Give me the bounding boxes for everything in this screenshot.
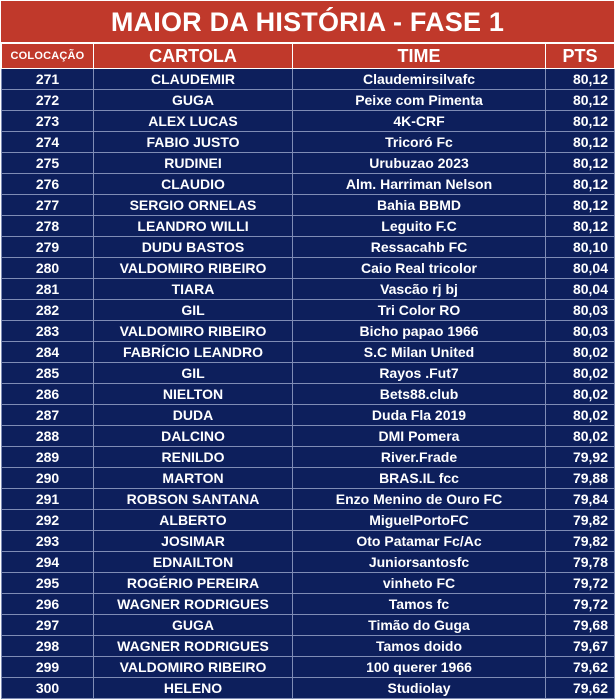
team-cell: Tricoró Fc — [293, 132, 546, 153]
rank-cell: 276 — [2, 174, 94, 195]
points-cell: 80,02 — [546, 384, 615, 405]
rank-cell: 296 — [2, 594, 94, 615]
team-cell: Bicho papao 1966 — [293, 321, 546, 342]
team-cell: Tamos doido — [293, 636, 546, 657]
rank-cell: 279 — [2, 237, 94, 258]
points-cell: 80,12 — [546, 69, 615, 90]
table-row — [2, 153, 615, 174]
rank-cell: 295 — [2, 573, 94, 594]
team-cell: Claudemirsilvafc — [293, 69, 546, 90]
table-row — [2, 468, 615, 489]
points-cell: 79,84 — [546, 489, 615, 510]
cartola-cell: EDNAILTON — [94, 552, 293, 573]
points-cell: 80,12 — [546, 132, 615, 153]
sheet-title: MAIOR DA HISTÓRIA - FASE 1 — [1, 1, 614, 43]
team-cell: Caio Real tricolor — [293, 258, 546, 279]
cartola-cell: TIARA — [94, 279, 293, 300]
cartola-cell: SERGIO ORNELAS — [94, 195, 293, 216]
table-row — [2, 489, 615, 510]
table-row — [2, 111, 615, 132]
rank-cell: 297 — [2, 615, 94, 636]
points-cell: 80,04 — [546, 279, 615, 300]
team-cell: vinheto FC — [293, 573, 546, 594]
table-row — [2, 132, 615, 153]
team-cell: MiguelPortoFC — [293, 510, 546, 531]
team-cell: 4K-CRF — [293, 111, 546, 132]
team-cell: Urubuzao 2023 — [293, 153, 546, 174]
cartola-cell: FABIO JUSTO — [94, 132, 293, 153]
table-row — [2, 594, 615, 615]
rank-cell: 291 — [2, 489, 94, 510]
table-row — [2, 657, 615, 678]
cartola-cell: VALDOMIRO RIBEIRO — [94, 258, 293, 279]
header-cartola: CARTOLA — [94, 44, 293, 69]
team-cell: 100 querer 1966 — [293, 657, 546, 678]
table-row — [2, 237, 615, 258]
cartola-cell: FABRÍCIO LEANDRO — [94, 342, 293, 363]
table-row — [2, 216, 615, 237]
cartola-cell: DALCINO — [94, 426, 293, 447]
team-cell: Juniorsantosfc — [293, 552, 546, 573]
rank-cell: 293 — [2, 531, 94, 552]
cartola-cell: ROBSON SANTANA — [94, 489, 293, 510]
rank-cell: 282 — [2, 300, 94, 321]
points-cell: 79,68 — [546, 615, 615, 636]
points-cell: 79,78 — [546, 552, 615, 573]
points-cell: 80,12 — [546, 216, 615, 237]
table-row — [2, 258, 615, 279]
team-cell: Vascão rj bj — [293, 279, 546, 300]
table-row — [2, 636, 615, 657]
cartola-cell: ROGÉRIO PEREIRA — [94, 573, 293, 594]
team-cell: Oto Patamar Fc/Ac — [293, 531, 546, 552]
rank-cell: 272 — [2, 90, 94, 111]
table-header — [2, 44, 615, 69]
cartola-cell: NIELTON — [94, 384, 293, 405]
table-row — [2, 342, 615, 363]
rank-cell: 277 — [2, 195, 94, 216]
table-row — [2, 678, 615, 699]
points-cell: 80,12 — [546, 174, 615, 195]
points-cell: 80,02 — [546, 342, 615, 363]
cartola-cell: ALEX LUCAS — [94, 111, 293, 132]
rank-cell: 274 — [2, 132, 94, 153]
team-cell: Peixe com Pimenta — [293, 90, 546, 111]
points-cell: 79,67 — [546, 636, 615, 657]
cartola-cell: HELENO — [94, 678, 293, 699]
points-cell: 80,02 — [546, 405, 615, 426]
team-cell: Ressacahb FC — [293, 237, 546, 258]
points-cell: 80,02 — [546, 363, 615, 384]
team-cell: Bets88.club — [293, 384, 546, 405]
table-body — [2, 69, 615, 699]
points-cell: 80,04 — [546, 258, 615, 279]
team-cell: S.C Milan United — [293, 342, 546, 363]
points-cell: 79,72 — [546, 594, 615, 615]
cartola-cell: DUDA — [94, 405, 293, 426]
ranking-sheet — [1, 1, 614, 696]
header-time: TIME — [293, 44, 546, 69]
team-cell: Tamos fc — [293, 594, 546, 615]
cartola-cell: LEANDRO WILLI — [94, 216, 293, 237]
table-row — [2, 384, 615, 405]
rank-cell: 298 — [2, 636, 94, 657]
rank-cell: 275 — [2, 153, 94, 174]
cartola-cell: RUDINEI — [94, 153, 293, 174]
points-cell: 79,88 — [546, 468, 615, 489]
cartola-cell: MARTON — [94, 468, 293, 489]
table-row — [2, 279, 615, 300]
rank-cell: 300 — [2, 678, 94, 699]
table-row — [2, 405, 615, 426]
cartola-cell: JOSIMAR — [94, 531, 293, 552]
rank-cell: 284 — [2, 342, 94, 363]
points-cell: 79,62 — [546, 657, 615, 678]
points-cell: 79,92 — [546, 447, 615, 468]
cartola-cell: ALBERTO — [94, 510, 293, 531]
ranking-table — [1, 43, 615, 699]
table-row — [2, 573, 615, 594]
rank-cell: 281 — [2, 279, 94, 300]
rank-cell: 283 — [2, 321, 94, 342]
team-cell: River.Frade — [293, 447, 546, 468]
cartola-cell: RENILDO — [94, 447, 293, 468]
rank-cell: 294 — [2, 552, 94, 573]
table-row — [2, 321, 615, 342]
team-cell: Enzo Menino de Ouro FC — [293, 489, 546, 510]
cartola-cell: CLAUDEMIR — [94, 69, 293, 90]
table-row — [2, 615, 615, 636]
rank-cell: 288 — [2, 426, 94, 447]
cartola-cell: WAGNER RODRIGUES — [94, 594, 293, 615]
rank-cell: 290 — [2, 468, 94, 489]
table-row — [2, 69, 615, 90]
team-cell: Tri Color RO — [293, 300, 546, 321]
points-cell: 79,72 — [546, 573, 615, 594]
table-row — [2, 510, 615, 531]
points-cell: 80,12 — [546, 195, 615, 216]
table-row — [2, 447, 615, 468]
table-row — [2, 552, 615, 573]
rank-cell: 280 — [2, 258, 94, 279]
rank-cell: 286 — [2, 384, 94, 405]
points-cell: 79,82 — [546, 531, 615, 552]
header-row — [2, 44, 615, 69]
points-cell: 80,02 — [546, 426, 615, 447]
points-cell: 80,12 — [546, 111, 615, 132]
table-row — [2, 90, 615, 111]
points-cell: 79,62 — [546, 678, 615, 699]
cartola-cell: GIL — [94, 300, 293, 321]
table-row — [2, 195, 615, 216]
points-cell: 80,12 — [546, 153, 615, 174]
cartola-cell: CLAUDIO — [94, 174, 293, 195]
points-cell: 80,03 — [546, 300, 615, 321]
points-cell: 79,82 — [546, 510, 615, 531]
rank-cell: 289 — [2, 447, 94, 468]
team-cell: Timão do Guga — [293, 615, 546, 636]
team-cell: Rayos .Fut7 — [293, 363, 546, 384]
header-colocacao: COLOCAÇÃO — [2, 44, 94, 69]
table-row — [2, 426, 615, 447]
table-row — [2, 300, 615, 321]
cartola-cell: GUGA — [94, 615, 293, 636]
cartola-cell: VALDOMIRO RIBEIRO — [94, 321, 293, 342]
rank-cell: 285 — [2, 363, 94, 384]
team-cell: Duda Fla 2019 — [293, 405, 546, 426]
rank-cell: 271 — [2, 69, 94, 90]
cartola-cell: WAGNER RODRIGUES — [94, 636, 293, 657]
points-cell: 80,03 — [546, 321, 615, 342]
cartola-cell: GIL — [94, 363, 293, 384]
team-cell: DMI Pomera — [293, 426, 546, 447]
rank-cell: 299 — [2, 657, 94, 678]
cartola-cell: DUDU BASTOS — [94, 237, 293, 258]
table-row — [2, 363, 615, 384]
points-cell: 80,10 — [546, 237, 615, 258]
team-cell: Alm. Harriman Nelson — [293, 174, 546, 195]
team-cell: Bahia BBMD — [293, 195, 546, 216]
rank-cell: 292 — [2, 510, 94, 531]
rank-cell: 278 — [2, 216, 94, 237]
rank-cell: 287 — [2, 405, 94, 426]
team-cell: Leguito F.C — [293, 216, 546, 237]
table-row — [2, 531, 615, 552]
points-cell: 80,12 — [546, 90, 615, 111]
team-cell: BRAS.IL fcc — [293, 468, 546, 489]
header-pts: PTS — [546, 44, 615, 69]
rank-cell: 273 — [2, 111, 94, 132]
cartola-cell: GUGA — [94, 90, 293, 111]
cartola-cell: VALDOMIRO RIBEIRO — [94, 657, 293, 678]
team-cell: Studiolay — [293, 678, 546, 699]
table-row — [2, 174, 615, 195]
